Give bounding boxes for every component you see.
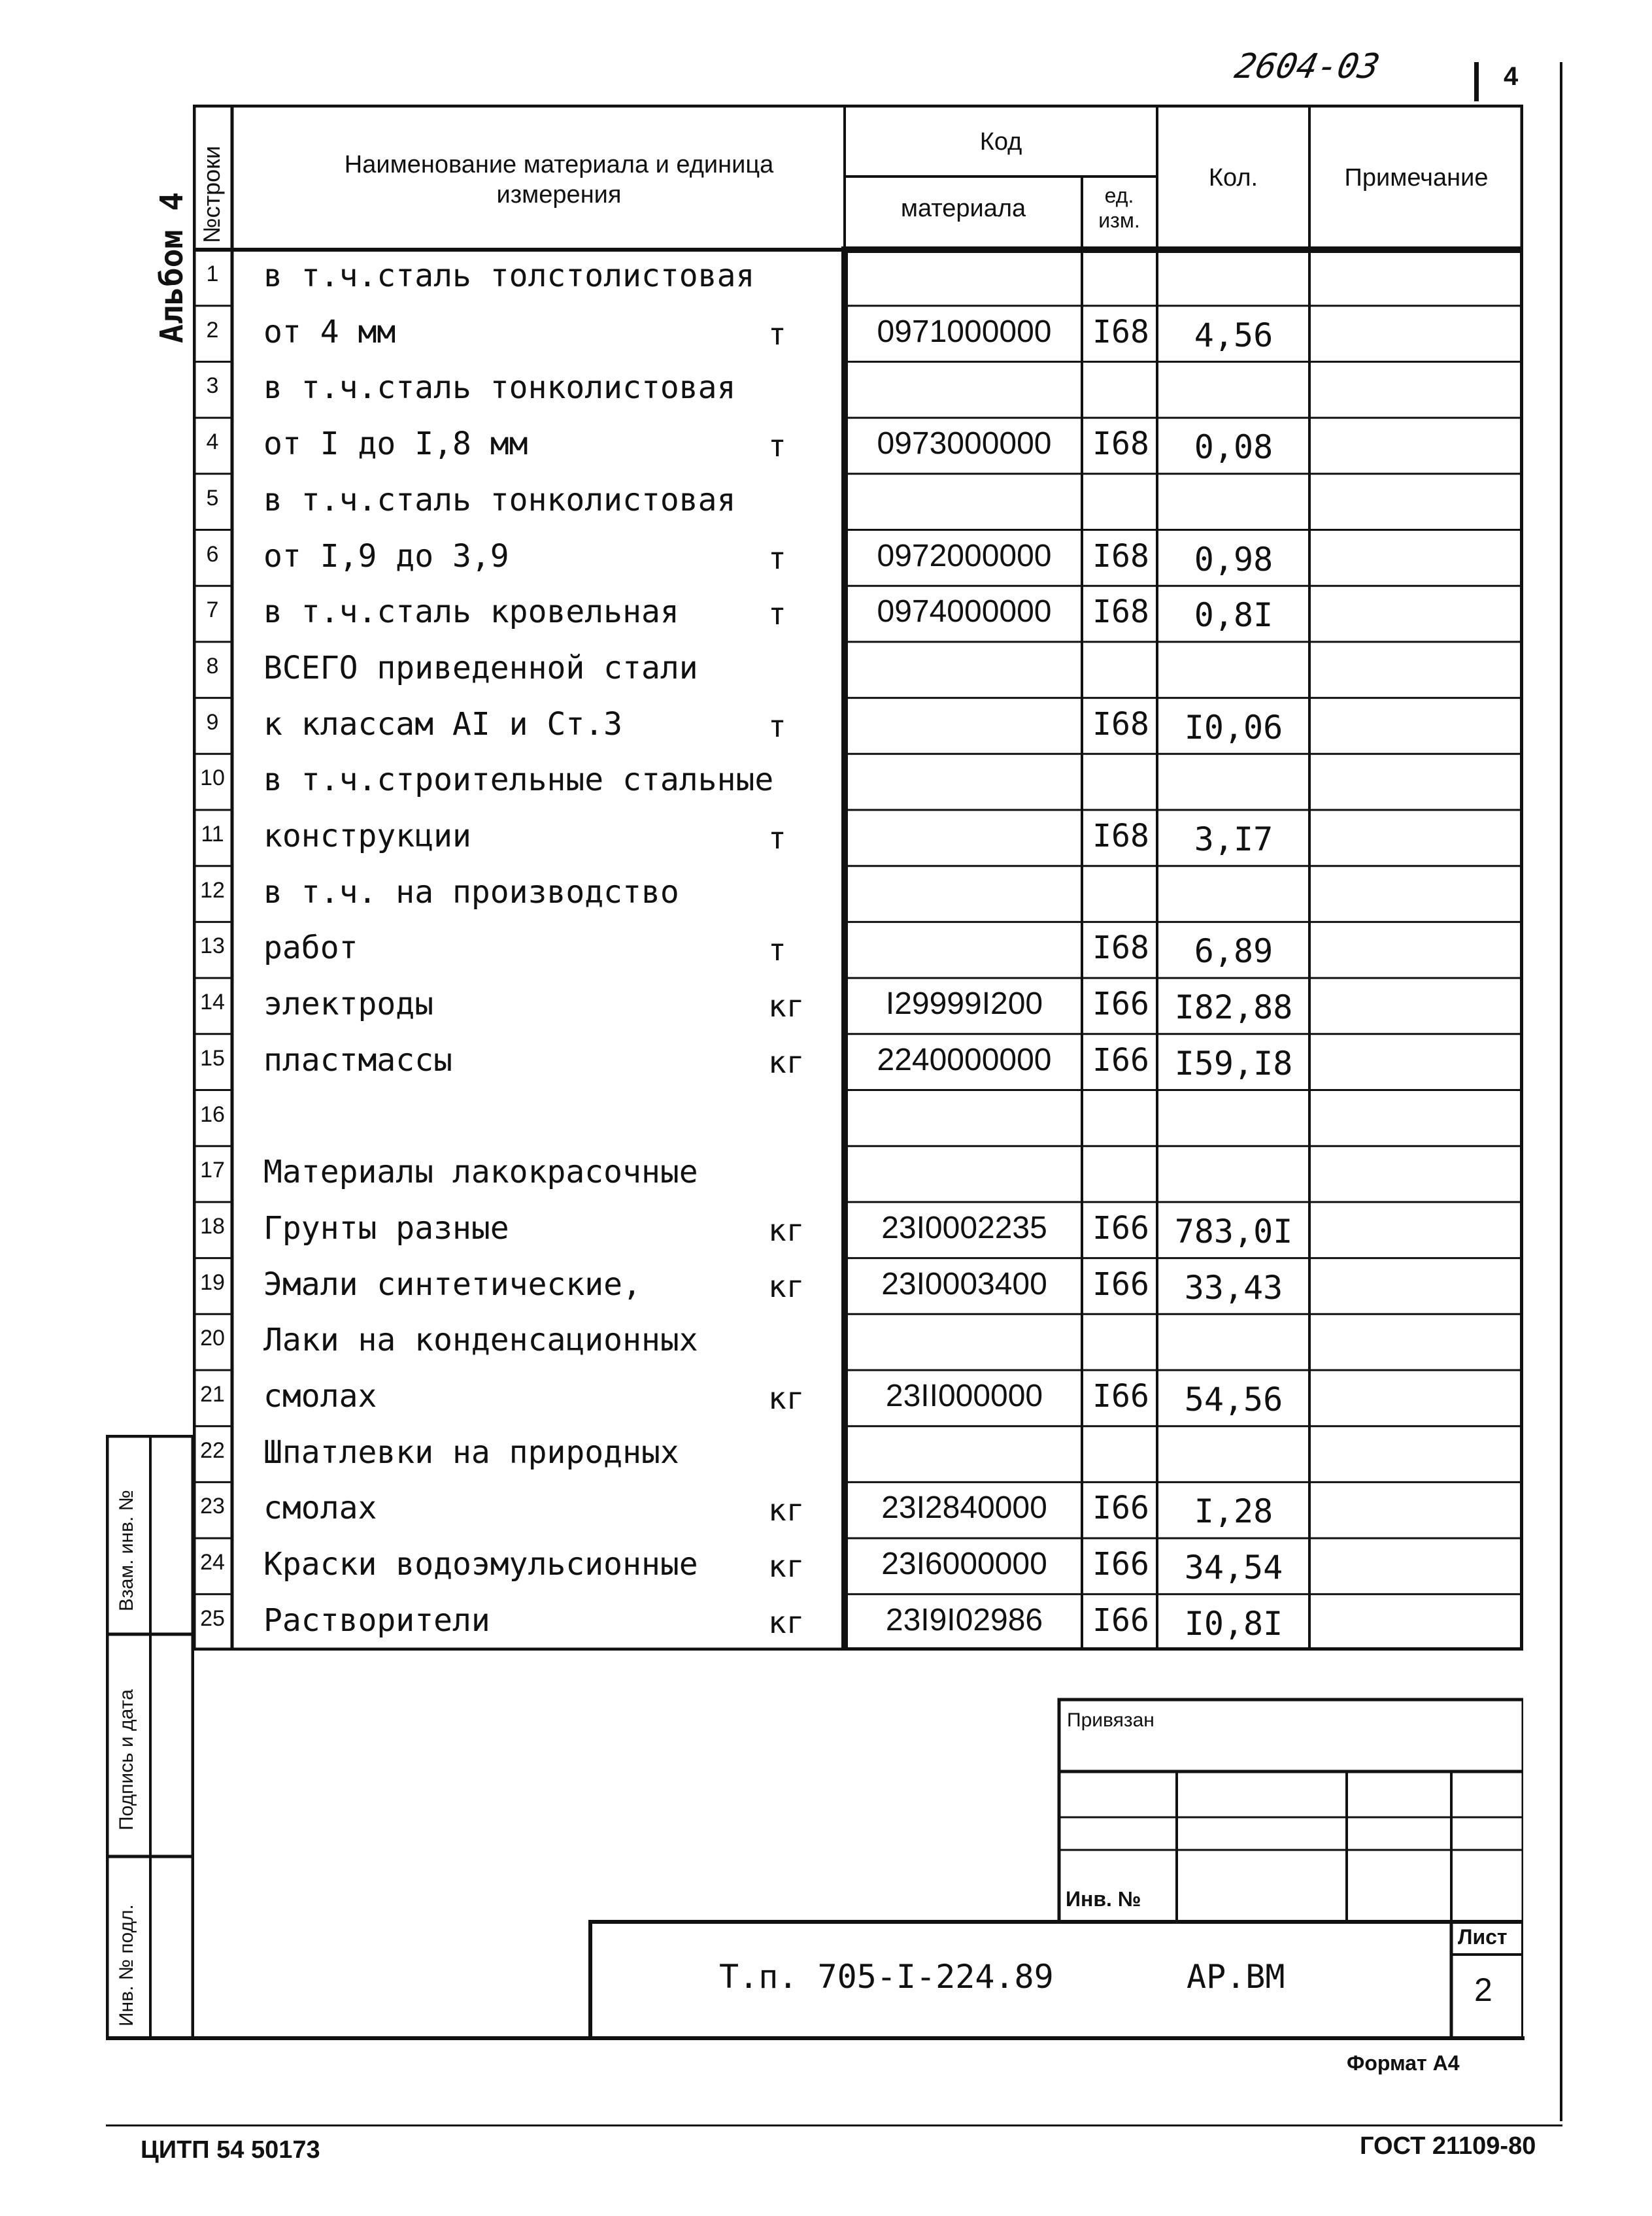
material-name: в т.ч.сталь толстолистовая xyxy=(263,258,755,294)
quantity: I0,8I xyxy=(1184,1604,1283,1643)
quantity: I,28 xyxy=(1194,1492,1273,1531)
corner-divider xyxy=(1474,62,1479,101)
row-number: 1 xyxy=(206,261,219,286)
material-unit: т xyxy=(768,932,786,968)
row-number: 13 xyxy=(200,933,225,959)
quantity: I0,06 xyxy=(1184,708,1283,747)
material-name: ВСЕГО приведенной стали xyxy=(263,649,698,686)
side-stamp-inv-podl: Инв. № подл. xyxy=(116,1904,137,2026)
material-unit: кг xyxy=(768,1044,805,1080)
material-name: конструкции xyxy=(263,818,471,854)
row-number: 18 xyxy=(200,1213,225,1239)
material-code: 23I2840000 xyxy=(881,1490,1047,1526)
row-number: 15 xyxy=(200,1045,225,1071)
material-unit: т xyxy=(768,596,786,632)
material-name: Материалы лакокрасочные xyxy=(263,1154,698,1191)
material-name: от I до I,8 мм xyxy=(263,426,528,463)
album-label: Альбом 4 xyxy=(154,192,190,343)
stamp-sheet-no: 2 xyxy=(1474,1972,1492,2008)
stamp-title: Т.п. 705-I-224.89 xyxy=(719,1958,1054,1996)
row-number: 24 xyxy=(200,1550,225,1575)
material-code: 0974000000 xyxy=(877,594,1052,630)
row-number: 19 xyxy=(200,1269,225,1295)
material-name: Грунты разные xyxy=(263,1209,509,1247)
material-name: в т.ч.сталь тонколистовая xyxy=(263,369,736,407)
material-name: пластмассы xyxy=(263,1041,452,1079)
unit-code: I68 xyxy=(1092,705,1149,743)
unit-code: I68 xyxy=(1092,594,1149,631)
material-unit: кг xyxy=(768,1212,805,1248)
material-code: 23I6000000 xyxy=(881,1547,1047,1582)
material-name: электроды xyxy=(263,986,434,1023)
outer-right-border xyxy=(1560,62,1562,2121)
row-number: 22 xyxy=(200,1437,225,1463)
quantity: I59,I8 xyxy=(1174,1044,1293,1083)
material-name: Краски водоэмульсионные xyxy=(263,1546,698,1583)
header-note: Примечание xyxy=(1344,164,1489,192)
row-number: 11 xyxy=(201,822,224,847)
unit-code: I68 xyxy=(1092,537,1149,575)
unit-code: I66 xyxy=(1092,1546,1149,1583)
material-name: в т.ч.сталь тонколистовая xyxy=(263,481,736,518)
material-name: от I,9 до 3,9 xyxy=(263,537,509,575)
quantity: 0,98 xyxy=(1194,540,1273,579)
quantity: 6,89 xyxy=(1194,932,1273,971)
material-name: Растворители xyxy=(263,1602,490,1639)
side-stamp-vzam: Взам. инв. № xyxy=(116,1490,137,1611)
material-code: 0973000000 xyxy=(877,426,1052,462)
unit-code: I66 xyxy=(1092,1209,1149,1247)
row-number: 23 xyxy=(200,1494,225,1519)
row-number: 25 xyxy=(200,1605,225,1631)
unit-code: I66 xyxy=(1092,986,1149,1023)
material-unit: т xyxy=(768,428,786,464)
footer-rule xyxy=(106,2124,1562,2126)
row-number: 12 xyxy=(200,877,225,903)
unit-code: I68 xyxy=(1092,818,1149,854)
row-number: 14 xyxy=(200,990,225,1015)
quantity: 0,8I xyxy=(1194,596,1273,635)
unit-code: I68 xyxy=(1092,930,1149,967)
side-stamp-podpis: Подпись и дата xyxy=(116,1689,137,1830)
format-label: Формат А4 xyxy=(1347,2051,1460,2075)
header-row-no: №строки xyxy=(198,145,225,243)
material-unit: кг xyxy=(768,1549,805,1585)
header-qty: Кол. xyxy=(1208,164,1258,192)
material-name: в т.ч.строительные стальные xyxy=(263,762,774,799)
unit-code: I66 xyxy=(1092,1490,1149,1527)
quantity: 33,43 xyxy=(1184,1268,1283,1307)
material-code: 23I0003400 xyxy=(881,1266,1047,1301)
row-number: 5 xyxy=(206,485,219,511)
material-name: смолах xyxy=(263,1378,377,1415)
material-unit: т xyxy=(768,316,786,352)
doc-id-handwritten: 2604-03 xyxy=(1231,47,1383,86)
row-number: 10 xyxy=(200,765,225,791)
row-number: 9 xyxy=(206,709,219,735)
material-unit: т xyxy=(768,540,786,576)
quantity: 783,0I xyxy=(1174,1212,1293,1251)
title-block xyxy=(588,1696,1523,2040)
row-number: 7 xyxy=(206,597,219,623)
material-unit: кг xyxy=(768,988,805,1024)
material-code: 23I9I02986 xyxy=(885,1602,1043,1637)
footer-left: ЦИТП 54 50173 xyxy=(141,2136,320,2164)
side-stamp xyxy=(106,1435,194,2040)
unit-code: I66 xyxy=(1092,1378,1149,1415)
material-unit: т xyxy=(768,708,786,744)
quantity: 34,54 xyxy=(1184,1549,1283,1587)
header-code-unit: ед. изм. xyxy=(1098,184,1140,233)
unit-code: I66 xyxy=(1092,1266,1149,1303)
stamp-sheet-label: Лист xyxy=(1458,1925,1508,1949)
material-name: смолах xyxy=(263,1490,377,1527)
header-name: Наименование материала и единица измерения xyxy=(344,151,774,209)
material-code: 2240000000 xyxy=(877,1042,1052,1077)
row-number: 8 xyxy=(206,653,219,679)
unit-code: I68 xyxy=(1092,313,1149,350)
stamp-code: АР.ВМ xyxy=(1187,1958,1285,1996)
unit-code: I66 xyxy=(1092,1041,1149,1079)
row-number: 16 xyxy=(200,1101,225,1127)
unit-code: I68 xyxy=(1092,426,1149,463)
quantity: 3,I7 xyxy=(1194,820,1273,858)
material-unit: кг xyxy=(768,1604,805,1640)
material-name: к классам АI и Ст.3 xyxy=(263,705,623,743)
material-name: в т.ч.сталь кровельная xyxy=(263,594,679,631)
quantity: I82,88 xyxy=(1174,988,1293,1027)
material-unit: кг xyxy=(768,1268,805,1304)
row-number: 2 xyxy=(206,317,219,343)
material-code: 23I0002235 xyxy=(881,1210,1047,1245)
material-unit: кг xyxy=(768,1381,805,1416)
materials-table xyxy=(193,105,1523,1651)
row-number: 17 xyxy=(200,1158,225,1183)
stamp-inv-no: Инв. № xyxy=(1066,1887,1141,1911)
row-number: 3 xyxy=(206,373,219,399)
page-corner-number: 4 xyxy=(1504,62,1519,91)
material-name: от 4 мм xyxy=(263,313,396,350)
header-code: Код xyxy=(979,128,1022,156)
quantity: 0,08 xyxy=(1194,428,1273,467)
material-name: Лаки на конденсационных xyxy=(263,1322,698,1359)
material-unit: кг xyxy=(768,1492,805,1528)
row-number: 4 xyxy=(206,429,219,455)
material-code: I29999I200 xyxy=(885,986,1043,1022)
material-unit: т xyxy=(768,820,786,856)
quantity: 4,56 xyxy=(1194,316,1273,354)
material-code: 23II000000 xyxy=(885,1379,1043,1413)
material-code: 0972000000 xyxy=(877,538,1052,573)
header-code-material: материала xyxy=(900,195,1026,222)
quantity: 54,56 xyxy=(1184,1381,1283,1419)
unit-code: I66 xyxy=(1092,1602,1149,1639)
footer-right: ГОСТ 21109-80 xyxy=(1360,2132,1536,2160)
material-name: в т.ч. на производство xyxy=(263,873,679,911)
material-name: Эмали синтетические, xyxy=(263,1266,641,1303)
material-name: работ xyxy=(263,930,358,967)
row-number: 20 xyxy=(200,1326,225,1351)
row-number: 21 xyxy=(200,1382,225,1407)
row-number: 6 xyxy=(206,541,219,567)
material-name: Шпатлевки на природных xyxy=(263,1434,679,1471)
stamp-privyazan: Привязан xyxy=(1067,1709,1155,1731)
material-code: 0971000000 xyxy=(877,314,1052,349)
